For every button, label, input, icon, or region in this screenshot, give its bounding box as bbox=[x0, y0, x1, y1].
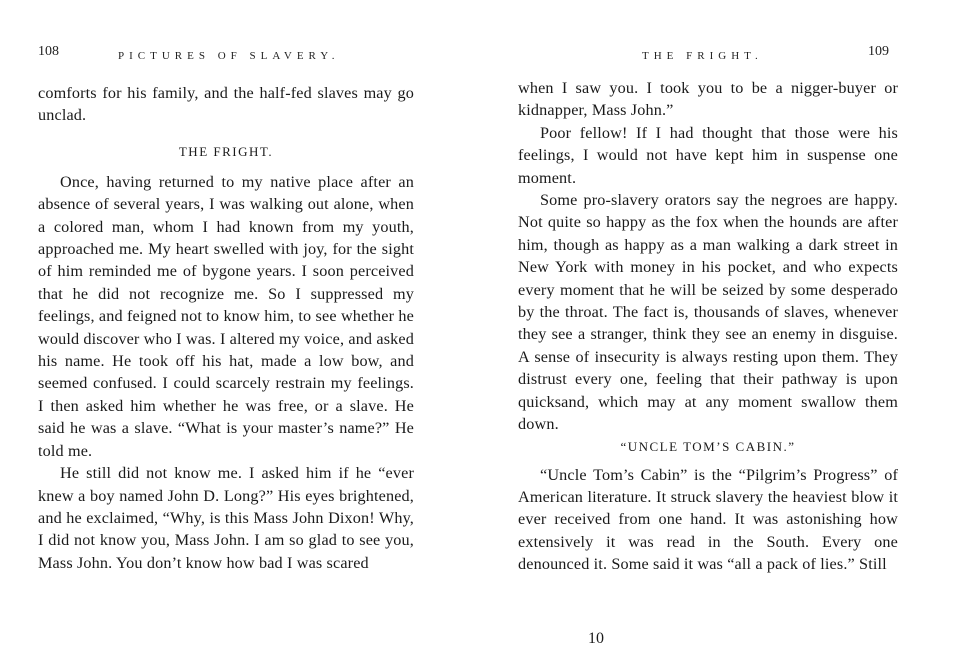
right-page-number: 109 bbox=[868, 44, 889, 59]
signature-mark: 10 bbox=[588, 630, 604, 647]
paragraph: He still did not know me. I asked him if he “ever knew a boy named John D. Long?” His eyes brightened, and he exclaimed, “Why, is this Mass John Dixon! Why, I did not know you, Mass John. I am so glad to see you, Mass John. You don’t know how bad I was scared bbox=[38, 464, 414, 572]
paragraph: Some pro-slavery orators say the negroes are happy. Not quite so happy as the fox when the hounds are after him, though as happy as a man walking a dark street in New York with money in his pocket, and who expects every moment that he will be seized by some desperado by the throat. The fact is, thousands of slaves, whenever they see a stranger, think they see an enemy in disguise. A sense of insecurity is always resting upon them. They distrust every one, feeling that their pathway is upon quicksand, which may at any moment swallow them down. bbox=[518, 191, 898, 434]
right-running-head: THE FRIGHT. bbox=[642, 50, 763, 62]
continued-paragraph: comforts for his family, and the half-fed slaves may go unclad. bbox=[38, 84, 414, 125]
section-heading-uncle-toms-cabin: “UNCLE TOM’S CABIN.” bbox=[620, 438, 796, 454]
section-heading-the-fright: THE FRIGHT. bbox=[178, 143, 274, 159]
right-page bbox=[490, 0, 980, 668]
paragraph: “Uncle Tom’s Cabin” is the “Pilgrim’s Progress” of American literature. It struck slavery the heaviest blow it ever received from one hand. It was astonishing how extensively it was read in the South. Every one denounced it. Some said it was “all a pack of lies.” Still bbox=[518, 465, 898, 574]
left-running-head: PICTURES OF SLAVERY. bbox=[118, 50, 340, 62]
paragraph: Poor fellow! If I had thought that those were his feelings, I would not have kept him in suspense one moment. bbox=[518, 123, 898, 187]
paragraph: Once, having returned to my native place after an absence of several years, I was walking out alone, when a colored man, whom I had known from my youth, approached me. My heart swelled with joy, for the sight of him reminded me of bygone years. I soon perceived that he did not recognize me. So I suppressed my feelings, and feigned not to know him, to see whether he would discover who I was. I altered my voice, and asked his name. He took off his hat, made a low bow, and seemed confused. I could scarcely restrain my feelings. I then asked him whether he was free, or a slave. He said he was a slave. “What is your master’s name?” He told me. bbox=[38, 172, 414, 460]
left-body bbox=[38, 82, 414, 574]
left-page-number: 108 bbox=[38, 44, 59, 59]
right-body bbox=[518, 77, 898, 576]
continued-paragraph: when I saw you. I took you to be a nigger-buyer or kidnapper, Mass John.” bbox=[518, 79, 898, 120]
